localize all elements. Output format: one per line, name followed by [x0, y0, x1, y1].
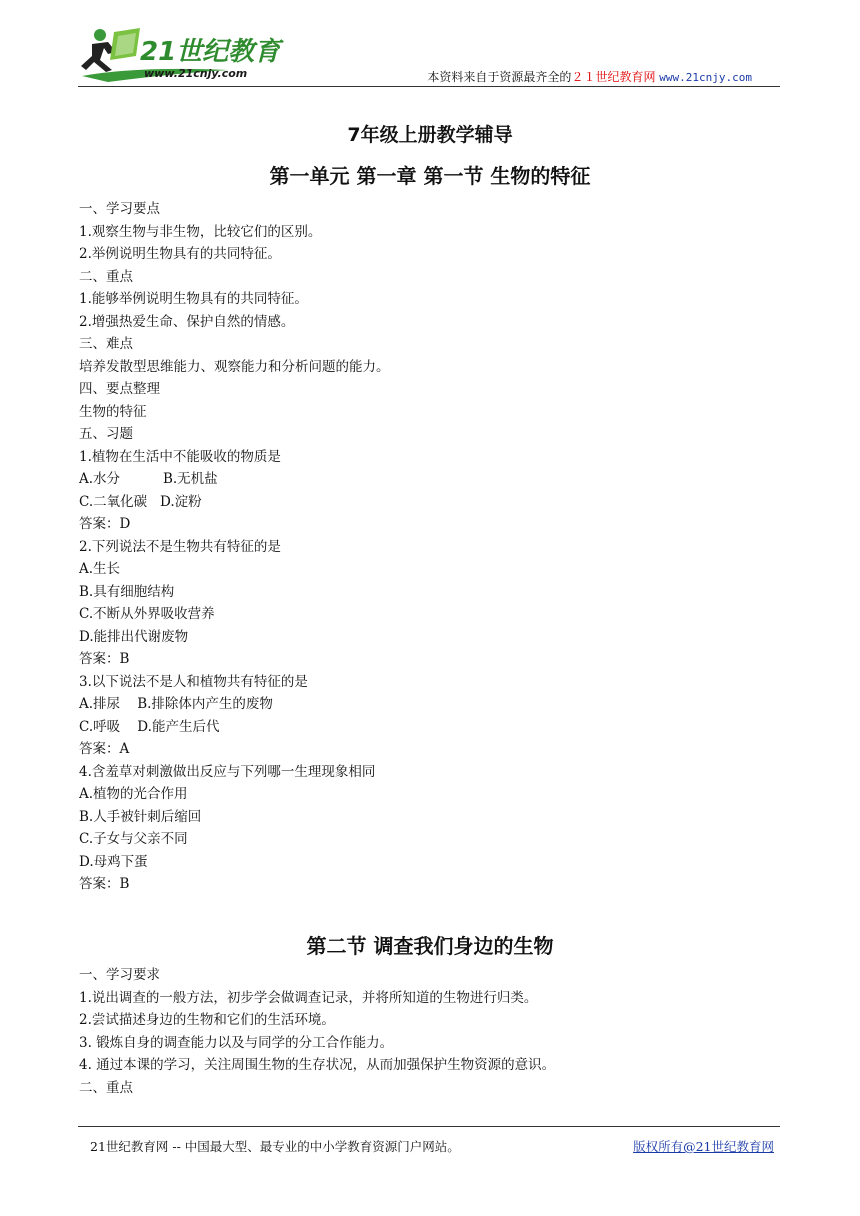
text-line: 二、重点	[79, 268, 133, 285]
text-line: A.排尿 B.排除体内产生的废物	[79, 696, 273, 712]
text-line: 1.观察生物与非生物，比较它们的区别。	[79, 223, 322, 240]
section-1-title: 第一单元 第一章 第一节 生物的特征	[269, 164, 591, 188]
text-line: 4. 通过本课的学习，关注周围生物的生存状况，从而加强保护生物资源的意识。	[79, 1057, 556, 1073]
section-2-title: 第二节 调查我们身边的生物	[306, 934, 554, 958]
text-line: 生物的特征	[79, 403, 147, 420]
text-line: A.植物的光合作用	[79, 786, 188, 802]
document-title: 7年级上册教学辅导	[347, 124, 513, 146]
footer-slogan: 21世纪教育网 -- 中国最大型、最专业的中小学教育资源门户网站。	[90, 1139, 460, 1154]
footer-divider	[78, 1126, 780, 1127]
text-line: C.子女与父亲不同	[79, 831, 188, 847]
text-line: 1.能够举例说明生物具有的共同特征。	[79, 291, 308, 307]
section-2-body	[79, 964, 799, 1099]
footer-copyright-link[interactable]: 版权所有@21世纪教育网	[633, 1139, 774, 1154]
text-line: B.具有细胞结构	[79, 583, 175, 600]
text-line: 答案：B	[79, 651, 130, 667]
svg-text:www.21cnjy.com: www.21cnjy.com	[144, 67, 248, 80]
source-brand: ２１世纪教育网	[571, 70, 656, 84]
text-line: 4.含羞草对刺激做出反应与下列哪一生理现象相同	[79, 763, 376, 780]
text-line: 一、学习要点	[79, 201, 160, 217]
section-1-body	[79, 198, 799, 896]
svg-text:21世纪教育: 21世纪教育	[140, 37, 281, 67]
page-header	[78, 24, 780, 86]
text-line: 三、难点	[79, 336, 133, 352]
text-line: 2.下列说法不是生物共有特征的是	[79, 538, 281, 555]
text-line: 2.举例说明生物具有的共同特征。	[79, 246, 281, 262]
text-line: C.呼吸 D.能产生后代	[79, 718, 220, 735]
text-line: 答案：D	[79, 516, 131, 532]
text-line: 答案：A	[79, 741, 130, 757]
source-note	[427, 68, 752, 85]
text-line: 一、学习要求	[79, 967, 160, 983]
text-line: 3. 锻炼自身的调查能力以及与同学的分工合作能力。	[79, 1034, 394, 1051]
source-prefix: 本资料来自于资源最齐全的	[427, 70, 572, 84]
text-line: 2.增强热爱生命、保护自然的情感。	[79, 313, 295, 330]
text-line: 1.说出调查的一般方法，初步学会做调查记录，并将所知道的生物进行归类。	[79, 989, 538, 1006]
text-line: 答案：B	[79, 876, 130, 892]
text-line: 2.尝试描述身边的生物和它们的生活环境。	[79, 1012, 335, 1028]
header-divider	[78, 86, 780, 87]
text-line: 二、重点	[79, 1079, 133, 1096]
site-logo	[78, 26, 318, 84]
text-line: A.生长	[79, 561, 121, 577]
text-line: 五、习题	[79, 426, 133, 442]
text-line: B.人手被针刺后缩回	[79, 808, 202, 825]
text-line: D.能排出代谢废物	[79, 628, 189, 645]
text-line: C.不断从外界吸收营养	[79, 606, 215, 622]
text-line: 3.以下说法不是人和植物共有特征的是	[79, 673, 308, 690]
text-line: A.水分 B.无机盐	[79, 471, 218, 487]
text-line: 四、要点整理	[79, 381, 160, 397]
text-line: 培养发散型思维能力、观察能力和分析问题的能力。	[79, 358, 390, 375]
text-line: D.母鸡下蛋	[79, 853, 148, 870]
text-line: 1.植物在生活中不能吸收的物质是	[79, 448, 281, 465]
source-url-link[interactable]: www.21cnjy.com	[659, 71, 752, 84]
text-line: C.二氧化碳 D.淀粉	[79, 493, 202, 510]
